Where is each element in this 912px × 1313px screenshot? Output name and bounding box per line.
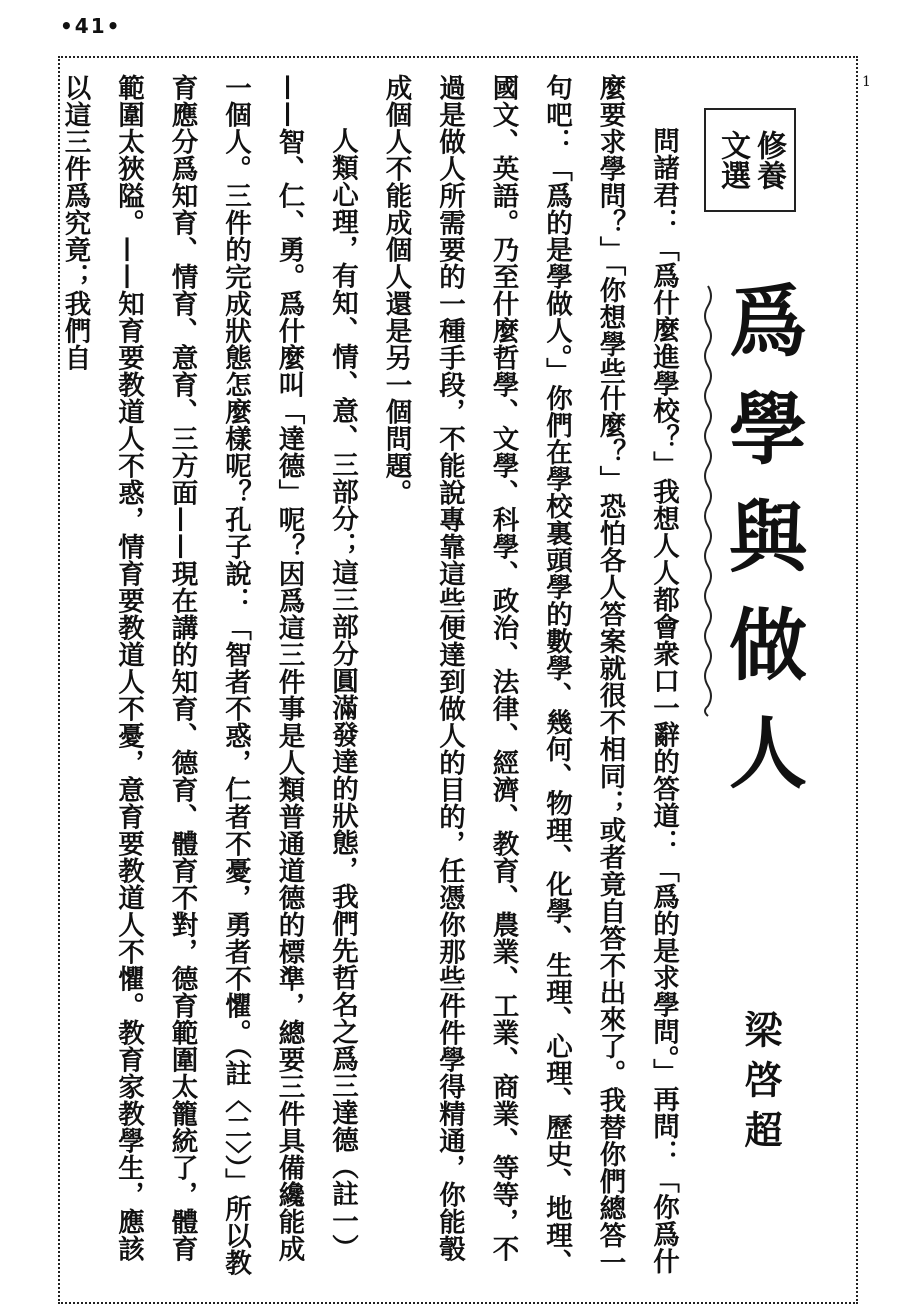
corner-mark: 1: [862, 74, 871, 90]
author-name: 梁啓超: [738, 1010, 783, 1160]
page-number: •41•: [60, 14, 122, 38]
article-body: [59, 74, 690, 1286]
paragraph-1: 問諸君：「爲什麼進學校？」我想人人都會衆口一辭的答道：「爲的是求學問。」再問：「你爲什麼要求學問？」「你想學些什麼？」恐怕各人答案就很不相同；或者竟自答不出來了。我替你們總答一句吧：「爲的是學做人。」你們在學校裏頭學的數學、幾何、物理、化學、生理、心理、歷史、地理、國文、英語。乃至什麼哲學、文學、科學、政治、法律、經濟、教育、農業、工業、商業、等等，不過是做人所需要的一種手段，不能說專靠這些便達到做人的目的，任憑你那些件件學得精通，你能彀成個人不能成個人還是另一個問題。: [380, 74, 679, 1276]
series-label-line-2: 文選: [715, 130, 750, 190]
series-label-line-1: 修養: [751, 130, 786, 190]
title-wavy-rule: [700, 286, 716, 716]
article-title: 爲學與做人: [716, 280, 807, 820]
paragraph-2: 人類心理，有知、情、意、三部分；這三部分圓滿發達的狀態，我們先哲名之爲三達德（註一）——智、仁、勇。爲什麼叫「達德」呢？因爲這三件事是人類普通道德的標準，總要三件具備纔能成一個人。三件的完成狀態怎麼樣呢？孔子說：「智者不惑，仁者不憂，勇者不懼。（註〈二〉）」所以教育應分爲知育、情育、意育、三方面——現在講的知育、德育、體育不對，德育範圍太籠統了，體育範圍太狹隘。——知育要教道人不惑，情育要教道人不憂，意育要教道人不懼。教育家教學生，應該以這三件爲究竟；我們自: [59, 74, 358, 1277]
series-label-box: [704, 108, 796, 212]
